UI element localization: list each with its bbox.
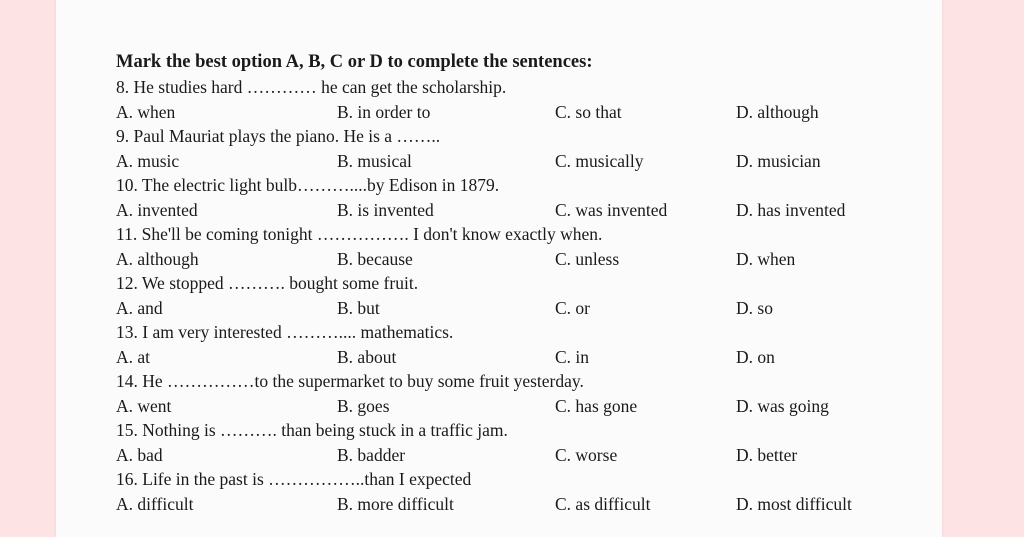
option-d: D. on [736,346,775,367]
options-row [116,394,896,419]
question-text: 11. She'll be coming tonight ……………. I don't know exactly when. [116,224,603,244]
option-b: B. musical [337,150,412,171]
option-d: D. better [736,444,798,465]
option-c: C. musically [555,150,644,171]
options-row [116,198,896,223]
option-d: D. has invented [736,199,846,220]
option-b: B. badder [337,444,406,465]
option-c: C. so that [555,101,622,122]
option-a: A. although [116,248,199,269]
option-d: D. so [736,297,773,318]
question-text: 14. He ……………to the supermarket to buy some fruit yesterday. [116,371,584,391]
option-a: A. difficult [116,493,194,514]
option-d: D. musician [736,150,821,171]
options-row [116,100,896,125]
option-b: B. is invented [337,199,434,220]
option-b: B. goes [337,395,390,416]
options-row [116,247,896,272]
option-c: C. as difficult [555,493,651,514]
question-text: 8. He studies hard ………… he can get the scholarship. [116,77,507,97]
question-text: 9. Paul Mauriat plays the piano. He is a …….. [116,126,441,146]
option-d: D. most difficult [736,493,852,514]
option-a: A. and [116,297,163,318]
options-row [116,345,896,370]
option-a: A. invented [116,199,198,220]
option-b: B. more difficult [337,493,454,514]
question-list [116,75,896,516]
instruction-heading: Mark the best option A, B, C or D to complete the sentences: [116,52,593,72]
option-c: C. was invented [555,199,668,220]
option-d: D. was going [736,395,829,416]
option-a: A. went [116,395,172,416]
options-row [116,296,896,321]
option-d: D. although [736,101,819,122]
option-a: A. at [116,346,151,367]
option-a: A. when [116,101,176,122]
option-b: B. but [337,297,380,318]
question-text: 12. We stopped ………. bought some fruit. [116,273,419,293]
exercise [116,50,896,516]
option-d: D. when [736,248,796,269]
question-text: 10. The electric light bulb………....by Edison in 1879. [116,175,500,195]
options-row [116,492,896,517]
question-text: 15. Nothing is ………. than being stuck in a traffic jam. [116,420,508,440]
option-b: B. because [337,248,413,269]
option-b: B. about [337,346,397,367]
question-text: 13. I am very interested ……….... mathematics. [116,322,454,342]
option-b: B. in order to [337,101,431,122]
option-c: C. in [555,346,590,367]
option-c: C. or [555,297,590,318]
options-row [116,443,896,468]
options-row [116,149,896,174]
option-a: A. music [116,150,180,171]
question-text: 16. Life in the past is ……………..than I expected [116,469,472,489]
option-a: A. bad [116,444,163,465]
option-c: C. unless [555,248,620,269]
option-c: C. worse [555,444,618,465]
option-c: C. has gone [555,395,638,416]
